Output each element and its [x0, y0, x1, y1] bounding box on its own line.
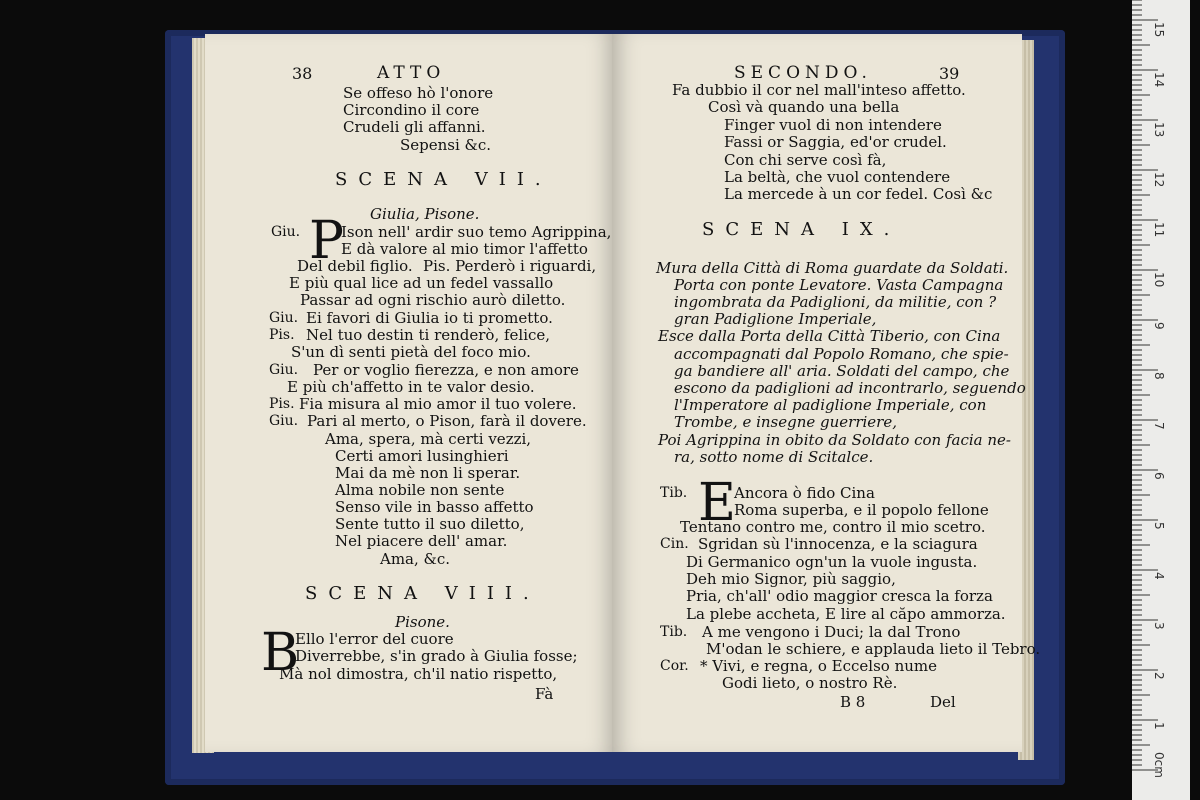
- ruler-ticks: [1132, 0, 1190, 800]
- ruler-mark: 3: [1152, 622, 1166, 630]
- verse-line: Del debil figlio.: [297, 257, 413, 275]
- aria-line: Ama, spera, mà certi vezzi,: [325, 430, 532, 448]
- verse-line: La plebe accheta, E lire al căpo ammorza.: [686, 605, 1006, 623]
- verse-line: Deh mio Signor, più saggio,: [686, 570, 896, 588]
- speaker: Pis.: [269, 327, 295, 343]
- signature-mark: B 8: [840, 693, 866, 711]
- verse-line: Sgridan sù l'innocenza, e la sciagura: [698, 535, 978, 553]
- ruler-mark: 4: [1152, 572, 1166, 580]
- speaker: Giu.: [269, 413, 299, 429]
- verse-line: Passar ad ogni rischio aurò diletto.: [300, 291, 566, 309]
- stage-direction: ingombrata da Padiglioni, da militie, con ?: [674, 293, 997, 311]
- stage-direction: accompagnati dal Popolo Romano, che spie-: [674, 345, 1009, 363]
- verse-line: Fa dubbio il cor nel mall'inteso affetto.: [672, 81, 966, 99]
- drop-cap: P: [309, 211, 344, 271]
- stage-direction: Porta con ponte Levatore. Vasta Campagna: [674, 276, 1004, 294]
- stage-direction: Mura della Città di Roma guardate da Soldati.: [656, 259, 1009, 277]
- speaker: Giu.: [271, 224, 301, 240]
- verse-line: Nel tuo destin ti renderò, felice,: [306, 326, 551, 344]
- verse-line: Pis. Perderò i riguardi,: [423, 257, 597, 275]
- verse-line: Ison nell' ardir suo temo Agrippina,: [341, 223, 612, 241]
- aria-line: Alma nobile non sente: [335, 481, 505, 499]
- page-number: 39: [939, 64, 960, 83]
- drop-cap: B: [261, 623, 300, 683]
- left-page: [205, 34, 615, 752]
- stage-direction: Esce dalla Porta della Città Tiberio, con Cina: [658, 327, 1001, 345]
- stage-direction: escono da padiglioni ad incontrarlo, seguendo: [674, 379, 1026, 397]
- stage-direction: Trombe, e insegne guerriere,: [674, 413, 898, 431]
- aria-line: Senso vile in basso affetto: [335, 498, 534, 516]
- verse-line: Fia misura al mio amor il tuo volere.: [299, 395, 577, 413]
- verse-line: Ei favori di Giulia io ti prometto.: [306, 309, 553, 327]
- verse-line: Tentano contro me, contro il mio scetro.: [680, 518, 986, 536]
- verse-line: A me vengono i Duci; la dal Trono: [702, 623, 961, 641]
- ruler-label: 0cm: [1152, 752, 1166, 778]
- stage-direction: gran Padiglione Imperiale,: [674, 310, 877, 328]
- ruler-mark: 1: [1152, 722, 1166, 730]
- speaker: Cin.: [660, 536, 689, 552]
- ruler-mark: 6: [1152, 472, 1166, 480]
- verse-line: M'odan le schiere, e applauda lieto il Tebro.: [706, 640, 1041, 658]
- page-number: 38: [292, 64, 313, 83]
- verse-line: La mercede à un cor fedel. Così &c: [724, 185, 993, 203]
- scene-heading: SCENA VIII.: [305, 583, 540, 604]
- verse-line: Di Germanico ogn'un la vuole ingusta.: [686, 553, 978, 571]
- scene-heading: SCENA IX.: [702, 219, 901, 240]
- verse-line: * Vivi, e regna, o Eccelso nume: [700, 657, 938, 675]
- verse-line: Finger vuol di non intendere: [724, 116, 942, 134]
- stage-direction: Poi Agrippina in obito da Soldato con facia ne-: [658, 431, 1011, 449]
- verse-line: Sepensi &c.: [400, 136, 492, 154]
- aria-line: Certi amori lusinghieri: [335, 447, 509, 465]
- verse-line: Fassi or Saggia, ed'or crudel.: [724, 133, 947, 151]
- verse-line: Per or voglio fierezza, e non amore: [313, 361, 579, 379]
- aria-line: Nel piacere dell' amar.: [335, 532, 508, 550]
- catchword: Fà: [535, 685, 554, 703]
- ruler-mark: 14: [1152, 72, 1166, 88]
- verse-line: Così và quando una bella: [708, 98, 900, 116]
- speaker: Giu.: [269, 310, 299, 326]
- speaker: Tib.: [660, 624, 688, 640]
- running-head: SECONDO.: [734, 63, 872, 83]
- scene-characters: Giulia, Pisone.: [370, 205, 480, 223]
- ruler-mark: 9: [1152, 322, 1166, 330]
- aria-line: Sente tutto il suo diletto,: [335, 515, 525, 533]
- speaker: Cor.: [660, 658, 689, 674]
- verse-line: E dà valore al mio timor l'affetto: [341, 240, 588, 258]
- verse-line: Crudeli gli affanni.: [343, 118, 486, 136]
- verse-line: Roma superba, e il popolo fellone: [734, 501, 989, 519]
- drop-cap: E: [698, 473, 736, 533]
- ruler-mark: 10: [1152, 272, 1166, 288]
- measuring-ruler: [1132, 0, 1190, 800]
- ruler-mark: 8: [1152, 372, 1166, 380]
- verse-line: Diverrebbe, s'in grado à Giulia fosse;: [295, 647, 578, 665]
- ruler-mark: 15: [1152, 22, 1166, 38]
- speaker: Giu.: [269, 362, 299, 378]
- verse-line: Godi lieto, o nostro Rè.: [722, 674, 898, 692]
- verse-line: Pria, ch'all' odio maggior cresca la forza: [686, 587, 993, 605]
- speaker: Tib.: [660, 485, 688, 501]
- ruler-mark: 13: [1152, 122, 1166, 138]
- scene-characters: Pisone.: [395, 613, 450, 631]
- stage-direction: ga bandiere all' aria. Soldati del campo, che: [674, 362, 1010, 380]
- running-head: ATTO: [377, 63, 446, 83]
- ruler-mark: 11: [1152, 222, 1166, 238]
- verse-line: E più ch'affetto in te valor desio.: [287, 378, 535, 396]
- verse-line: Mà nol dimostra, ch'il natio rispetto,: [279, 665, 558, 683]
- catchword: Del: [930, 693, 956, 711]
- ruler-mark: 7: [1152, 422, 1166, 430]
- verse-line: Ello l'error del cuore: [295, 630, 454, 648]
- ruler-mark: 5: [1152, 522, 1166, 530]
- verse-line: Pari al merto, o Pison, farà il dovere.: [307, 412, 587, 430]
- aria-line: Mai da mè non li sperar.: [335, 464, 521, 482]
- stage-direction: l'Imperatore al padiglione Imperiale, con: [674, 396, 987, 414]
- stage-direction: ra, sotto nome di Scitalce.: [674, 448, 874, 466]
- scene-heading: SCENA VII.: [335, 169, 552, 190]
- right-page: [612, 34, 1041, 752]
- verse-line: Con chi serve così fà,: [724, 151, 887, 169]
- verse-line: Se offeso hò l'onore: [343, 84, 494, 102]
- speaker: Pis.: [269, 396, 295, 412]
- ruler-mark: 12: [1152, 172, 1166, 188]
- verse-line: La beltà, che vuol contendere: [724, 168, 951, 186]
- verse-line: E più qual lice ad un fedel vassallo: [289, 274, 554, 292]
- aria-line: Ama, &c.: [380, 550, 451, 568]
- ruler-mark: 2: [1152, 672, 1166, 680]
- verse-line: Circondino il core: [343, 101, 480, 119]
- verse-line: Ancora ò fido Cina: [734, 484, 875, 502]
- verse-line: S'un dì senti pietà del foco mio.: [291, 343, 531, 361]
